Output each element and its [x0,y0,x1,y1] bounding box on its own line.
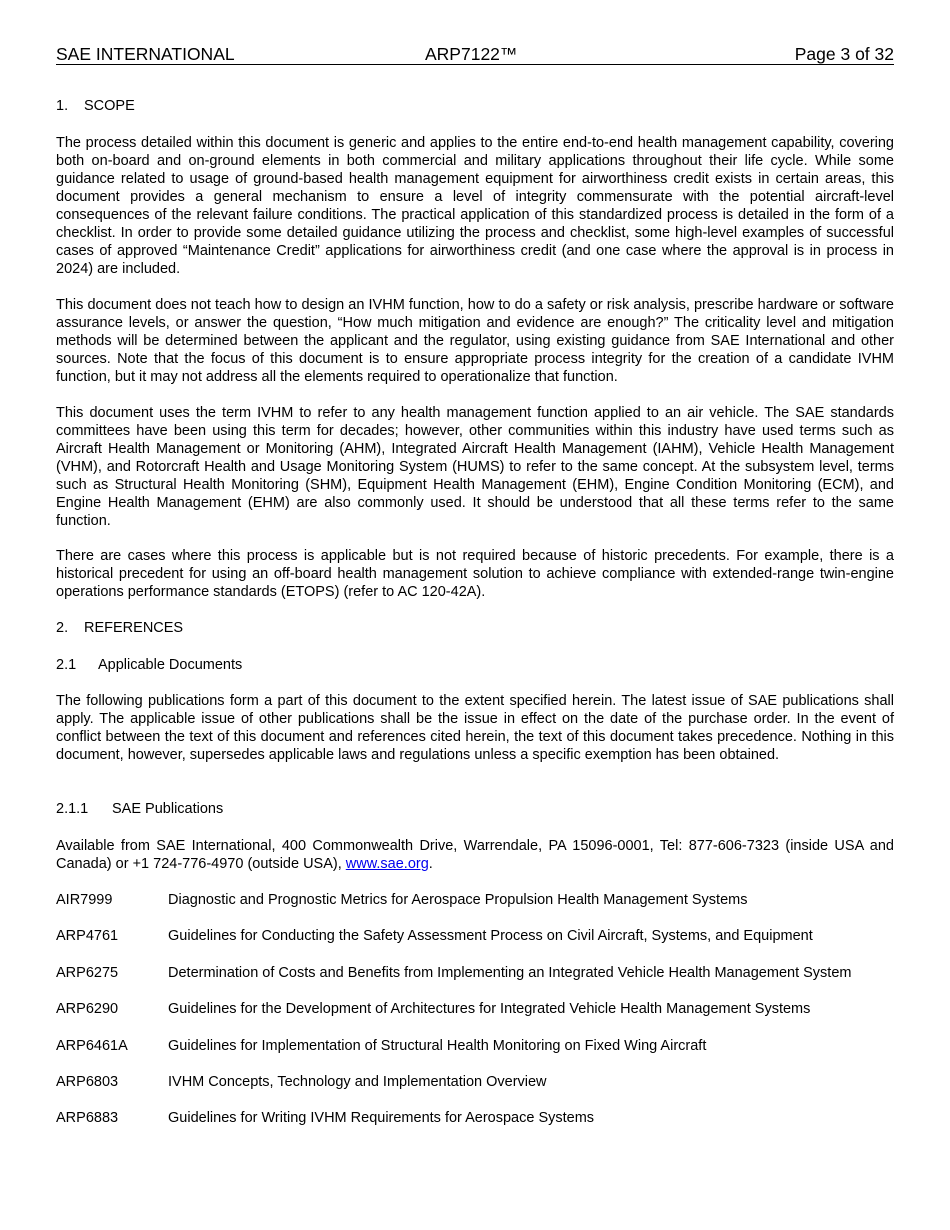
subsection-number: 2.1.1 [56,801,89,817]
header-page-number: Page 3 of 32 [794,44,894,64]
sae-website-link[interactable]: www.sae.org [345,856,429,872]
section-heading-references [56,619,894,637]
availability-text: Available from SAE International, 400 Commonwealth Drive, Warrendale, PA 15096-0001, Tel: 877-606-7323 (inside USA and Canada) or +1 724-776-4970 (outside USA), [56,838,894,872]
reference-id: ARP6883 [56,1110,119,1126]
sae-availability-paragraph [56,837,894,873]
reference-title: IVHM Concepts, Technology and Implementation Overview [168,1074,547,1090]
reference-id: ARP6803 [56,1074,119,1090]
subsection-title: SAE Publications [112,801,224,817]
reference-title: Guidelines for Writing IVHM Requirements for Aerospace Systems [168,1110,595,1126]
section-title: SCOPE [84,98,135,114]
subsection-heading-sae-publications [56,800,894,818]
availability-period: . [428,856,433,872]
subsection-title: Applicable Documents [98,657,243,673]
scope-paragraph-2: This document does not teach how to design an IVHM function, how to do a safety or risk analysis, prescribe hardware or software assurance levels, or answer the question, “How much mitigation and evidence are enough?” The criticality level and mitigation methods will be determined between the applicant and the regulator, using existing guidance from SAE International and other sources. Note that the focus of this document is to ensure appropriate process integrity for the creation of a candidate IVHM function, but it may not address all the elements required to operationalize that function. [56,297,894,385]
reference-id: AIR7999 [56,892,113,908]
reference-id: ARP6461A [56,1038,128,1054]
reference-id: ARP6275 [56,965,119,981]
reference-id: ARP4761 [56,928,119,944]
page-header [56,44,894,65]
header-organization: SAE INTERNATIONAL [56,44,235,64]
scope-paragraph-4: There are cases where this process is applicable but is not required because of historic precedents. For example, there is a historical precedent for using an off-board health management solution to achieve compliance with extended-range twin-engine operations performance standards (ETOPS) (refer to AC 120-42A). [56,548,894,600]
applicable-documents-paragraph: The following publications form a part of this document to the extent specified herein. The latest issue of SAE publications shall apply. The applicable issue of other publications shall be the issue in effect on the date of the purchase order. In the event of conflict between the text of this document and references cited herein, the text of this document takes precedence. Nothing in this document, however, supersedes applicable laws and regulations unless a specific exemption has been obtained. [56,693,894,763]
reference-id: ARP6290 [56,1001,119,1017]
reference-title: Guidelines for Implementation of Structural Health Monitoring on Fixed Wing Aircraft [168,1038,707,1054]
reference-title: Guidelines for Conducting the Safety Assessment Process on Civil Aircraft, Systems, and Equipment [168,928,813,944]
reference-title: Diagnostic and Prognostic Metrics for Aerospace Propulsion Health Management Systems [168,892,748,908]
scope-paragraph-3: This document uses the term IVHM to refer to any health management function applied to an air vehicle. The SAE standards committees have been using this term for decades; however, other communities within this industry have used terms such as Aircraft Health Management or Monitoring (AHM), Integrated Aircraft Health Management (IAHM), Vehicle Health Management (VHM), and Rotorcraft Health and Usage Monitoring System (HUMS) to refer to the same concept. At the subsystem level, terms such as Structural Health Monitoring (SHM), Equipment Health Management (EHM), Engine Condition Monitoring (ECM), and Engine Health Management (EHM) are also commonly used. It should be understood that all these terms refer to the same function. [56,405,894,529]
section-number: 2. [56,620,69,636]
subsection-number: 2.1 [56,657,77,673]
reference-title: Guidelines for the Development of Architectures for Integrated Vehicle Health Management Systems [168,1001,811,1017]
subsection-heading-applicable-documents [56,656,894,674]
section-number: 1. [56,98,69,114]
section-title: REFERENCES [84,620,184,636]
reference-title: Determination of Costs and Benefits from Implementing an Integrated Vehicle Health Management System [168,965,852,981]
section-heading-scope [56,97,894,115]
header-document-id: ARP7122™ [425,44,518,64]
scope-paragraph-1: The process detailed within this document is generic and applies to the entire end-to-end health management capability, covering both on-board and on-ground elements in both commercial and military applications throughout their life cycle. While some guidance related to usage of ground-based health management equipment for airworthiness credit exists in certain areas, this document provides a general mechanism to ensure a level of integrity commensurate with the potential aircraft-level consequences of the relevant failure conditions. The practical application of this standardized process is detailed in the form of a checklist. In order to provide some detailed guidance utilizing the process and checklist, some high-level examples of successful cases of approved “Maintenance Credit” applications for airworthiness credit (and one case where the approval is in process in 2024) are included. [56,135,894,277]
